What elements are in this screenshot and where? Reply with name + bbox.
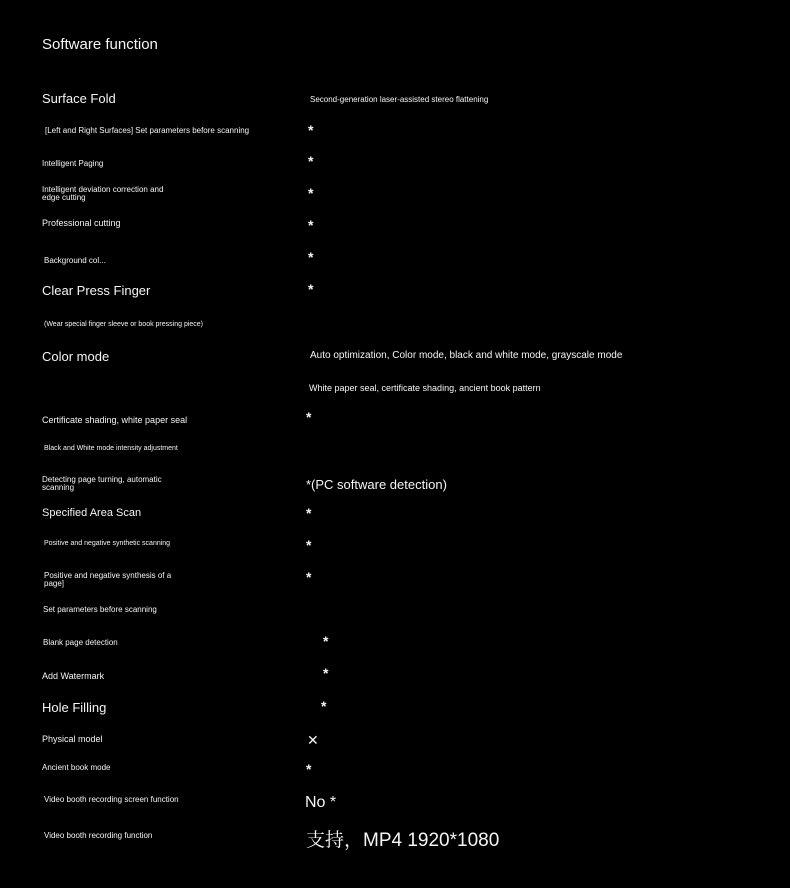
row-value-physical-model: ✕ xyxy=(307,732,319,748)
row-value-white-paper-seal: White paper seal, certificate shading, ancient book pattern xyxy=(309,383,541,393)
row-value-color-mode: Auto optimization, Color mode, black and white mode, grayscale mode xyxy=(310,350,623,361)
row-value-video-recording-screen: No * xyxy=(305,794,337,811)
row-label-color-mode: Color mode xyxy=(42,349,110,364)
row-label-synthetic-scanning: Positive and negative synthetic scanning xyxy=(44,540,171,547)
row-label-detect-page-turning: Detecting page turning, automatic scanning xyxy=(42,475,162,493)
row-value-synthetic-scanning: * xyxy=(306,537,312,553)
row-label-set-parameters: Set parameters before scanning xyxy=(43,605,157,614)
row-label-bw-intensity: Black and White mode intensity adjustment xyxy=(44,445,178,452)
row-label-finger-sleeve-note: (Wear special finger sleeve or book pressing piece) xyxy=(44,321,204,328)
row-value-professional-cutting: * xyxy=(308,217,314,233)
row-label-physical-model: Physical model xyxy=(42,734,103,744)
row-label-deviation-correction: Intelligent deviation correction and edge cutting xyxy=(42,185,164,203)
page-title: Software function xyxy=(42,36,158,53)
row-value-clear-press-finger: * xyxy=(308,281,314,297)
row-label-synthesis-of-page: Positive and negative synthesis of a page] xyxy=(44,571,172,589)
row-value-left-right-surfaces: * xyxy=(308,122,314,138)
row-value-hole-filling: * xyxy=(321,698,327,714)
row-label-hole-filling: Hole Filling xyxy=(42,700,107,715)
row-label-intelligent-paging: Intelligent Paging xyxy=(42,159,104,168)
row-value-synthesis-of-page: * xyxy=(306,569,312,585)
row-label-video-recording-function: Video booth recording function xyxy=(44,831,153,840)
row-label-clear-press-finger: Clear Press Finger xyxy=(42,283,151,298)
row-value-specified-area-scan: * xyxy=(306,505,312,521)
row-value-blank-page-detection: * xyxy=(323,633,329,649)
row-label-video-recording-screen: Video booth recording screen function xyxy=(44,795,179,804)
row-label-background-color: Background col... xyxy=(44,256,106,265)
row-value-detect-page-turning: *(PC software detection) xyxy=(306,477,447,492)
row-value-certificate-shading: * xyxy=(306,409,312,425)
row-label-professional-cutting: Professional cutting xyxy=(42,218,121,228)
row-label-blank-page-detection: Blank page detection xyxy=(43,638,118,647)
row-value-ancient-book-mode: * xyxy=(306,761,312,777)
row-label-surface-fold: Surface Fold xyxy=(42,91,116,106)
row-label-add-watermark: Add Watermark xyxy=(42,671,105,681)
row-label-specified-area-scan: Specified Area Scan xyxy=(42,507,142,519)
row-value-background-color: * xyxy=(308,249,314,265)
row-value-add-watermark: * xyxy=(323,665,329,681)
row-value-surface-fold: Second-generation laser-assisted stereo flattening xyxy=(310,95,489,104)
row-label-left-right-surfaces: [Left and Right Surfaces] Set parameters before scanning xyxy=(45,126,250,135)
row-label-certificate-shading: Certificate shading, white paper seal xyxy=(42,415,188,425)
row-label-ancient-book-mode: Ancient book mode xyxy=(42,763,111,772)
row-value-intelligent-paging: * xyxy=(308,153,314,169)
row-value-video-recording-function: 支持，MP4 1920*1080 xyxy=(306,830,500,851)
row-value-deviation-correction: * xyxy=(308,185,314,201)
